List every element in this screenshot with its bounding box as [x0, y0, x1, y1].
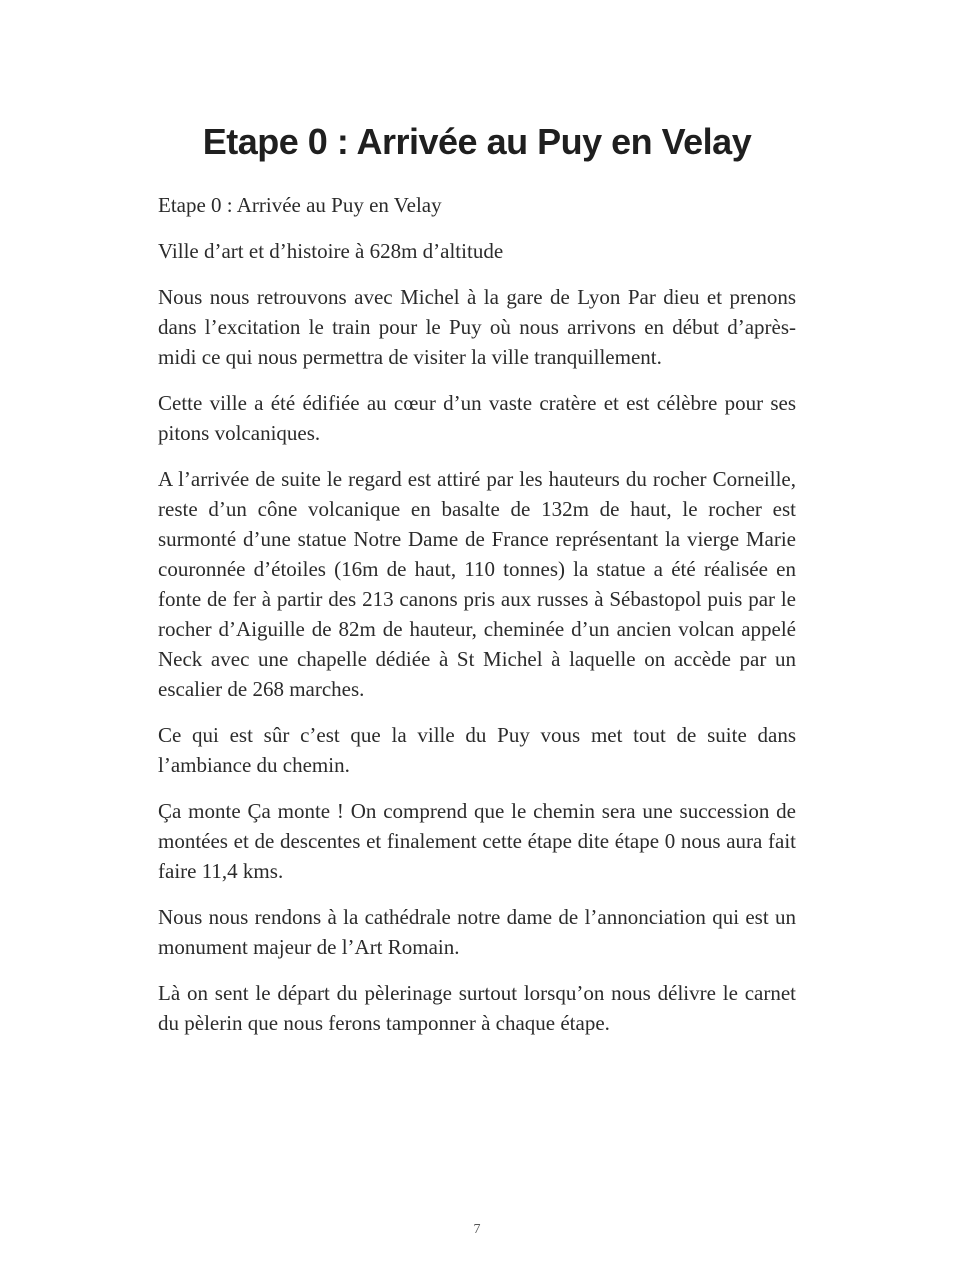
paragraph-7: Ça monte Ça monte ! On comprend que le chemin sera une succession de montées et de descentes et finalement cette étape dite étape 0 nous aura fait faire 11,4 kms.	[158, 799, 796, 883]
paragraph-3: Nous nous retrouvons avec Michel à la gare de Lyon Par dieu et prenons dans l’excitation le train pour le Puy où nous arrivons en début d’après-midi ce qui nous permettra de visiter la ville tranquillement.	[158, 285, 796, 369]
page-number: 7	[473, 1222, 481, 1237]
paragraph-2: Ville d’art et d’histoire à 628m d’altitude	[158, 239, 504, 263]
paragraph-4: Cette ville a été édifiée au cœur d’un vaste cratère et est célèbre pour ses pitons volcaniques.	[158, 391, 796, 445]
paragraph-8: Nous nous rendons à la cathédrale notre dame de l’annonciation qui est un monument majeur de l’Art Romain.	[158, 905, 796, 959]
paragraph-9: Là on sent le départ du pèlerinage surtout lorsqu’on nous délivre le carnet du pèlerin que nous ferons tamponner à chaque étape.	[158, 981, 796, 1035]
paragraph-6: Ce qui est sûr c’est que la ville du Puy vous met tout de suite dans l’ambiance du chemin.	[158, 723, 796, 777]
paragraph-1: Etape 0 : Arrivée au Puy en Velay	[158, 193, 442, 217]
paragraph-5: A l’arrivée de suite le regard est attiré par les hauteurs du rocher Corneille, reste d’un cône volcanique en basalte de 132m de haut, le rocher est surmonté d’une statue Notre Dame de France représentant la vierge Marie couronnée d’étoiles (16m de haut, 110 tonnes) la statue a été réalisée en fonte de fer à partir des 213 canons pris aux russes à Sébastopol puis par le rocher d’Aiguille de 82m de hauteur, cheminée d’un ancien volcan appelé Neck avec une chapelle dédiée à St Michel à laquelle on accède par un escalier de 268 marches.	[158, 467, 796, 701]
page-title: Etape 0 : Arrivée au Puy en Velay	[202, 121, 752, 162]
body-text	[158, 190, 796, 1054]
